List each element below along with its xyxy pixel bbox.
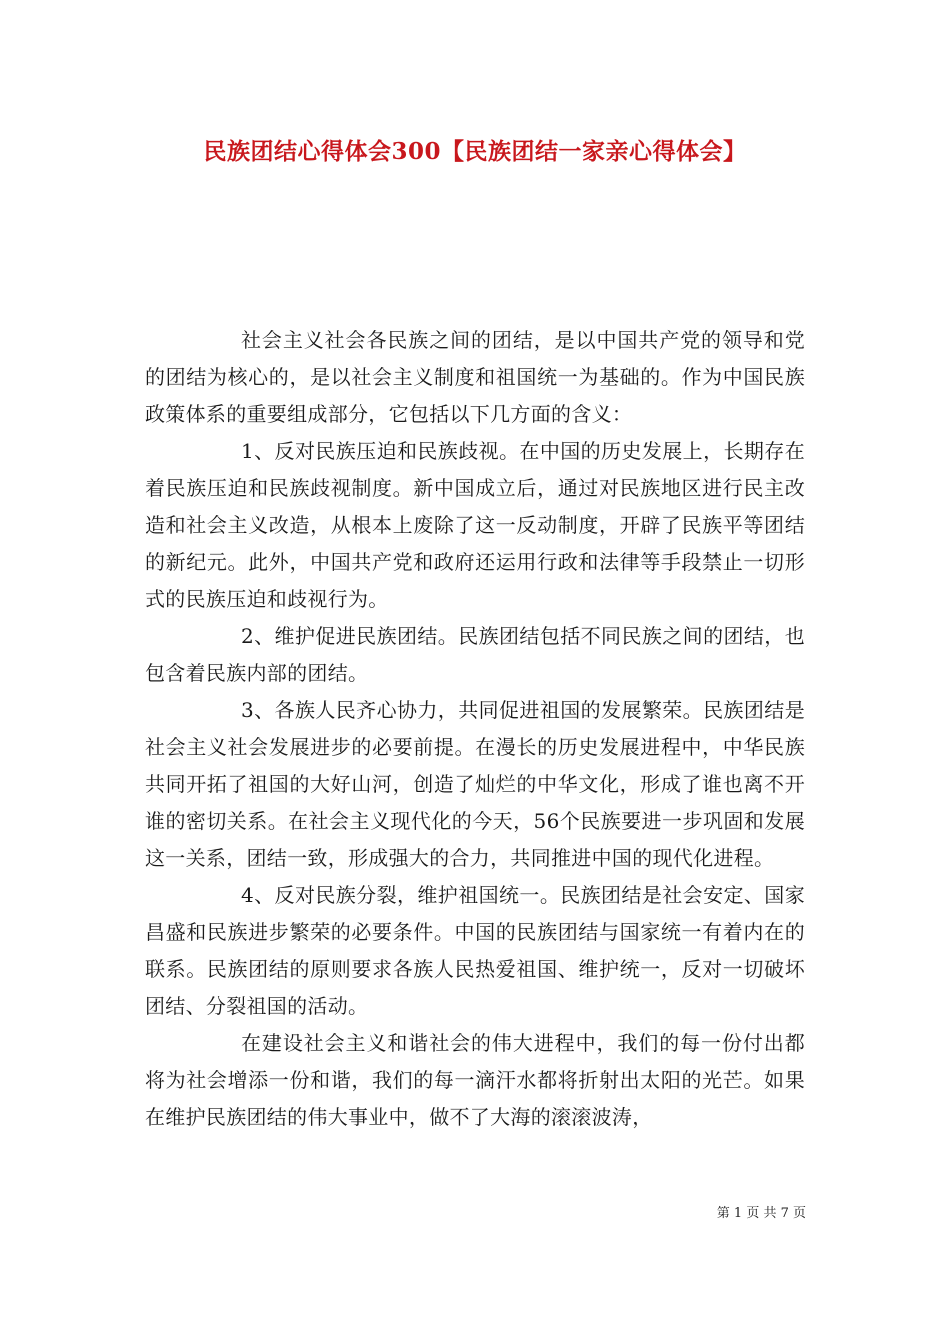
page-footer: 第 1 页 共 7 页 [716,1206,806,1221]
paragraph-point-4: 4、反对民族分裂，维护祖国统一。民族团结是社会安定、国家昌盛和民族进步繁荣的必要条件。中国的民族团结与国家统一有着内在的联系。民族团结的原则要求各族人民热爱祖国、维护统一，反对一切破坏团结、分裂祖国的活动。 [145,883,805,1018]
page-title: 民族团结心得体会300【民族团结一家亲心得体会】 [203,138,747,165]
document-body [145,322,805,1136]
paragraph-point-1: 1、反对民族压迫和民族歧视。在中国的历史发展上，长期存在着民族压迫和民族歧视制度。新中国成立后，通过对民族地区进行民主改造和社会主义改造，从根本上废除了这一反动制度，开辟了民族平等团结的新纪元。此外，中国共产党和政府还运用行政和法律等手段禁止一切形式的民族压迫和歧视行为。 [145,439,805,611]
paragraph-intro: 社会主义社会各民族之间的团结，是以中国共产党的领导和党的团结为核心的，是以社会主义制度和祖国统一为基础的。作为中国民族政策体系的重要组成部分，它包括以下几方面的含义： [145,328,805,426]
paragraph-point-2: 2、维护促进民族团结。民族团结包括不同民族之间的团结，也包含着民族内部的团结。 [145,624,805,685]
paragraph-point-3: 3、各族人民齐心协力，共同促进祖国的发展繁荣。民族团结是社会主义社会发展进步的必要前提。在漫长的历史发展进程中，中华民族共同开拓了祖国的大好山河，创造了灿烂的中华文化，形成了谁也离不开谁的密切关系。在社会主义现代化的今天，56个民族要进一步巩固和发展这一关系，团结一致，形成强大的合力，共同推进中国的现代化进程。 [145,698,805,870]
paragraph-closing: 在建设社会主义和谐社会的伟大进程中，我们的每一份付出都将为社会增添一份和谐，我们的每一滴汗水都将折射出太阳的光芒。如果在维护民族团结的伟大事业中，做不了大海的滚滚波涛， [145,1031,805,1129]
